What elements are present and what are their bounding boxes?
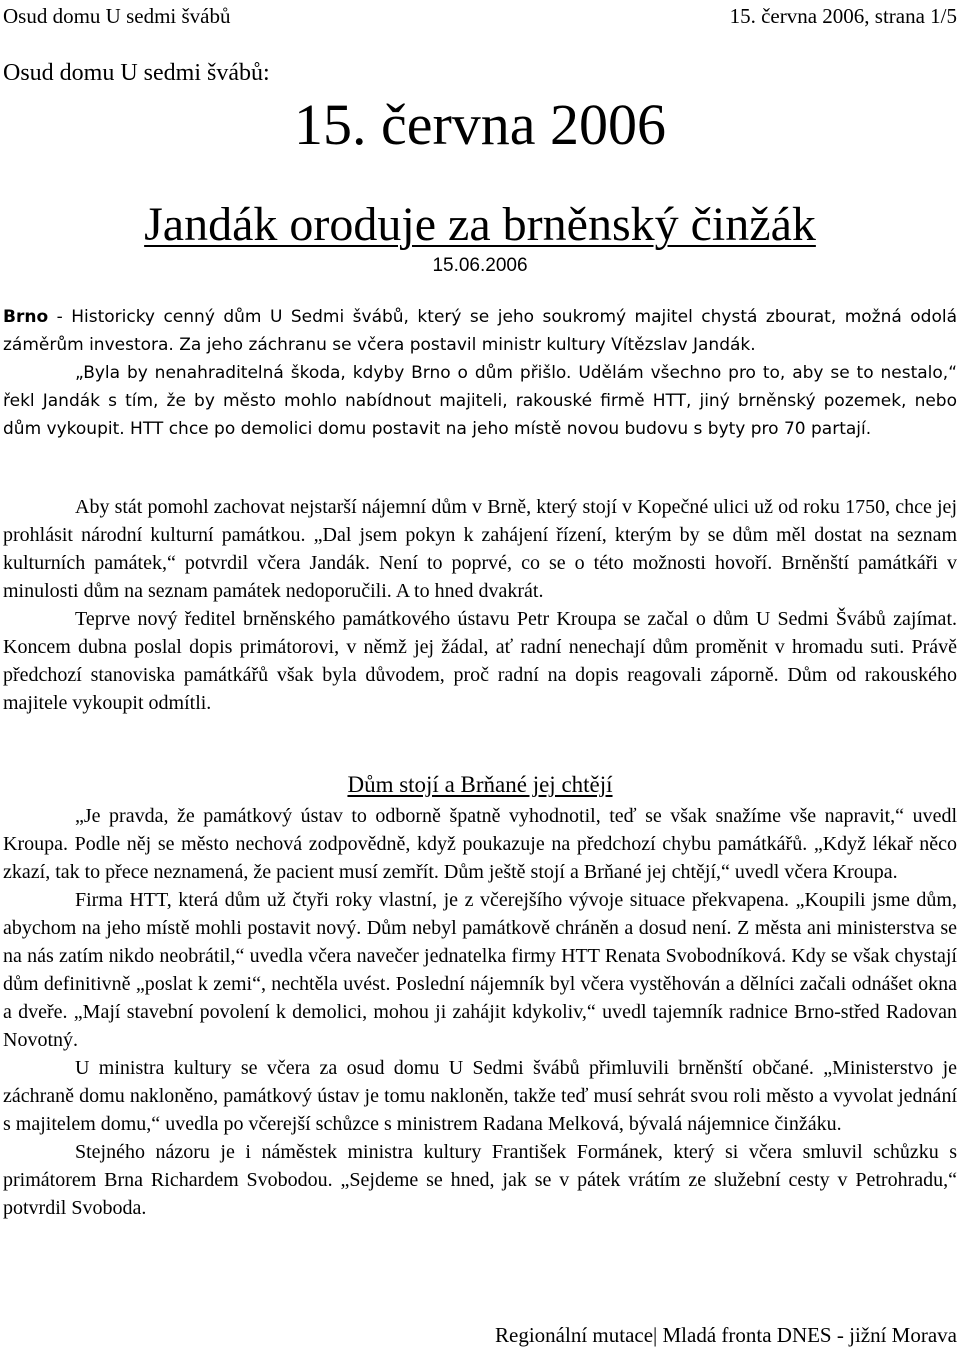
topic-kicker: Osud domu U sedmi švábů: [3, 60, 270, 86]
article-body-section-1 [3, 493, 957, 717]
body-paragraph: U ministra kultury se včera za osud domu U Sedmi švábů přimluvili brněnští občané. „Ministerstvo je záchraně domu nakloněno, památkový ústav je tomu nakloněn, takže teď musí sehrát svou roli město a vyvolat jednání s majitelem domu,“ uvedla po včerejší schůzce s ministrem Radana Melková, bývalá nájemnice činžáku. [3, 1057, 957, 1135]
article-body-section-2 [3, 802, 957, 1222]
lead-quote-paragraph: „Byla by nenahraditelná škoda, kdyby Brno o dům přišlo. Udělám všechno pro to, aby se to nestalo,“ řekl Jandák s tím, že by město mohlo nabídnout majiteli, rakouské firmě HTT, jiný brněnský pozemek, nebo dům vykoupit. HTT chce po demolici domu postavit na jeho místě novou budovu s byty pro 70 partají. [3, 363, 957, 439]
lead-text: - Historicky cenný dům U Sedmi švábů, který se jeho soukromý majitel chystá zbourat, možná odolá záměrům investora. Za jeho záchranu se včera postavil ministr kultury Vítězslav Jandák. [3, 307, 957, 355]
article-headline: Jandák oroduje za brněnský činžák [144, 198, 816, 251]
body-paragraph: Firma HTT, která dům už čtyři roky vlastní, je z včerejšího vývoje situace překvapena. „Koupili jsme dům, abychom na jeho místě mohli postavit nový. Dům nebyl památkově chráněn a dosud není. Z města ani ministerstva se na nás zatím nikdo neobrátil,“ uvedla včera navečer jednatelka firmy HTT Renata Svobodníková. Kdy se však chystají dům definitivně „poslat k zemi“, nechtěla uvést. Poslední nájemník byl včera vystěhován a dělníci začali odnášet okna a dveře. „Mají stavební povolení k demolici, mohou ji zahájit kdykoliv,“ uvedl tajemník radnice Brno-střed Radovan Novotný. [3, 889, 957, 1051]
date-title: 15. června 2006 [293, 92, 667, 157]
source-footer: Regionální mutace| Mladá fronta DNES - jižní Morava [495, 1323, 957, 1347]
section-subheading: Dům stojí a Brňané jej chtějí [347, 772, 613, 797]
body-paragraph: Teprve nový ředitel brněnského památkového ústavu Petr Kroupa se začal o dům U Sedmi Švábů zajímat. Koncem dubna poslal dopis primátorovi, v němž jej žádal, ať radní nenechají dům proměnit v hromadu suti. Právě předchozí stanoviska památkářů však byla důvodem, proč radní na dopis reagovali záporně. Dům od rakouského majitele vykoupit odmítli. [3, 608, 957, 714]
body-paragraph: „Je pravda, že památkový ústav to odborně špatně vyhodnotil, teď se však snažíme vše napravit,“ uvedl Kroupa. Podle něj se město nechová zodpovědně, když poukazuje na předchozí chybu památkářů. „Když lékař něco zkazí, tak to přece neznamená, že pacient musí zemřít. Dům ještě stojí a Brňané jej chtějí,“ uvedl včera Kroupa. [3, 805, 957, 883]
article-lead [3, 303, 957, 443]
lead-place: Brno [3, 307, 49, 327]
header-publication-title: Osud domu U sedmi švábů [3, 4, 231, 28]
body-paragraph: Stejného názoru je i náměstek ministra kultury František Formánek, který si včera smluvil schůzku s primátorem Brna Richardem Svobodou. „Sejdeme se hned, jak se v pátek vrátím ze služební cesty v Petrohradu,“ potvrdil Svoboda. [3, 1141, 957, 1219]
article-dateline: 15.06.2006 [432, 255, 528, 276]
header-date-page: 15. června 2006, strana 1/5 [729, 4, 957, 28]
running-header [3, 3, 957, 29]
lead-paragraph [3, 303, 957, 359]
body-paragraph: Aby stát pomohl zachovat nejstarší nájemní dům v Brně, který stojí v Kopečné ulici už od roku 1750, chce jej prohlásit národní kulturní památkou. „Dal jsem pokyn k zahájení řízení, kterým by se dům měl dostat na seznam kulturních památek,“ potvrdil včera Jandák. Není to poprvé, co se o této možnosti hovoří. Brněnští památkáři v minulosti dům na seznam památek nedoporučili. A to hned dvakrát. [3, 496, 957, 602]
